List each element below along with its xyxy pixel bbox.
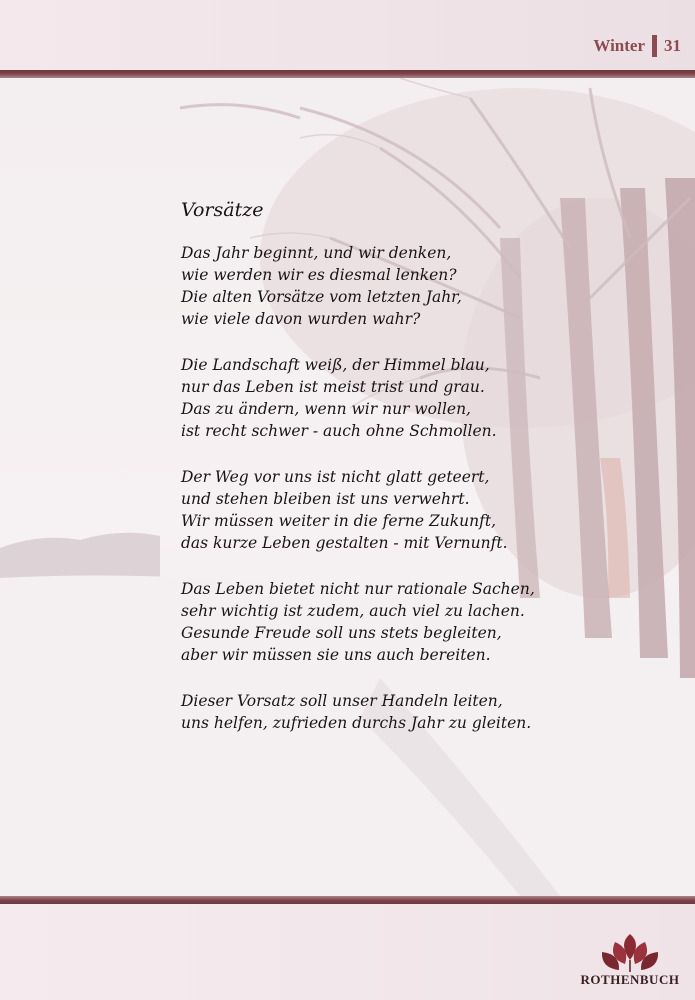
poem-line: Das Leben bietet nicht nur rationale Sachen, <box>181 580 535 598</box>
poem-title: Vorsätze <box>181 199 264 221</box>
poem-line: Dieser Vorsatz soll unser Handeln leiten, <box>181 692 503 710</box>
section-name: Winter <box>593 36 645 55</box>
stanza <box>181 466 601 554</box>
poem-line: Gesunde Freude soll uns stets begleiten, <box>181 624 502 642</box>
running-head <box>593 35 681 57</box>
poem-line: das kurze Leben gestalten - mit Vernunft. <box>181 534 508 552</box>
stanza <box>181 690 601 734</box>
page-number: 31 <box>664 36 681 55</box>
poem-line: wie viele davon wurden wahr? <box>181 310 421 328</box>
bottom-rule <box>0 896 695 904</box>
rothenbuch-logo <box>575 930 685 992</box>
poem-line: Das Jahr beginnt, und wir denken, <box>181 244 452 262</box>
logo-text: ROTHENBUCH <box>580 972 680 987</box>
poem-line: sehr wichtig ist zudem, auch viel zu lachen. <box>181 602 525 620</box>
poem <box>181 196 601 758</box>
poem-line: aber wir müssen sie uns auch bereiten. <box>181 646 491 664</box>
poem-line: wie werden wir es diesmal lenken? <box>181 266 457 284</box>
poem-line: ist recht schwer - auch ohne Schmollen. <box>181 422 497 440</box>
stanza <box>181 354 601 442</box>
poem-line: Wir müssen weiter in die ferne Zukunft, <box>181 512 497 530</box>
leaf-emblem-icon <box>575 930 685 974</box>
stanza <box>181 242 601 330</box>
page-header <box>0 0 695 70</box>
poem-line: uns helfen, zufrieden durchs Jahr zu gleiten. <box>181 714 532 732</box>
poem-line: und stehen bleiben ist uns verwehrt. <box>181 490 470 508</box>
stanza <box>181 578 601 666</box>
poem-line: nur das Leben ist meist trist und grau. <box>181 378 485 396</box>
top-rule <box>0 70 695 78</box>
poem-line: Die alten Vorsätze vom letzten Jahr, <box>181 288 462 306</box>
poem-line: Die Landschaft weiß, der Himmel blau, <box>181 356 490 374</box>
header-divider <box>652 35 657 57</box>
poem-line: Der Weg vor uns ist nicht glatt geteert, <box>181 468 490 486</box>
poem-line: Das zu ändern, wenn wir nur wollen, <box>181 400 471 418</box>
